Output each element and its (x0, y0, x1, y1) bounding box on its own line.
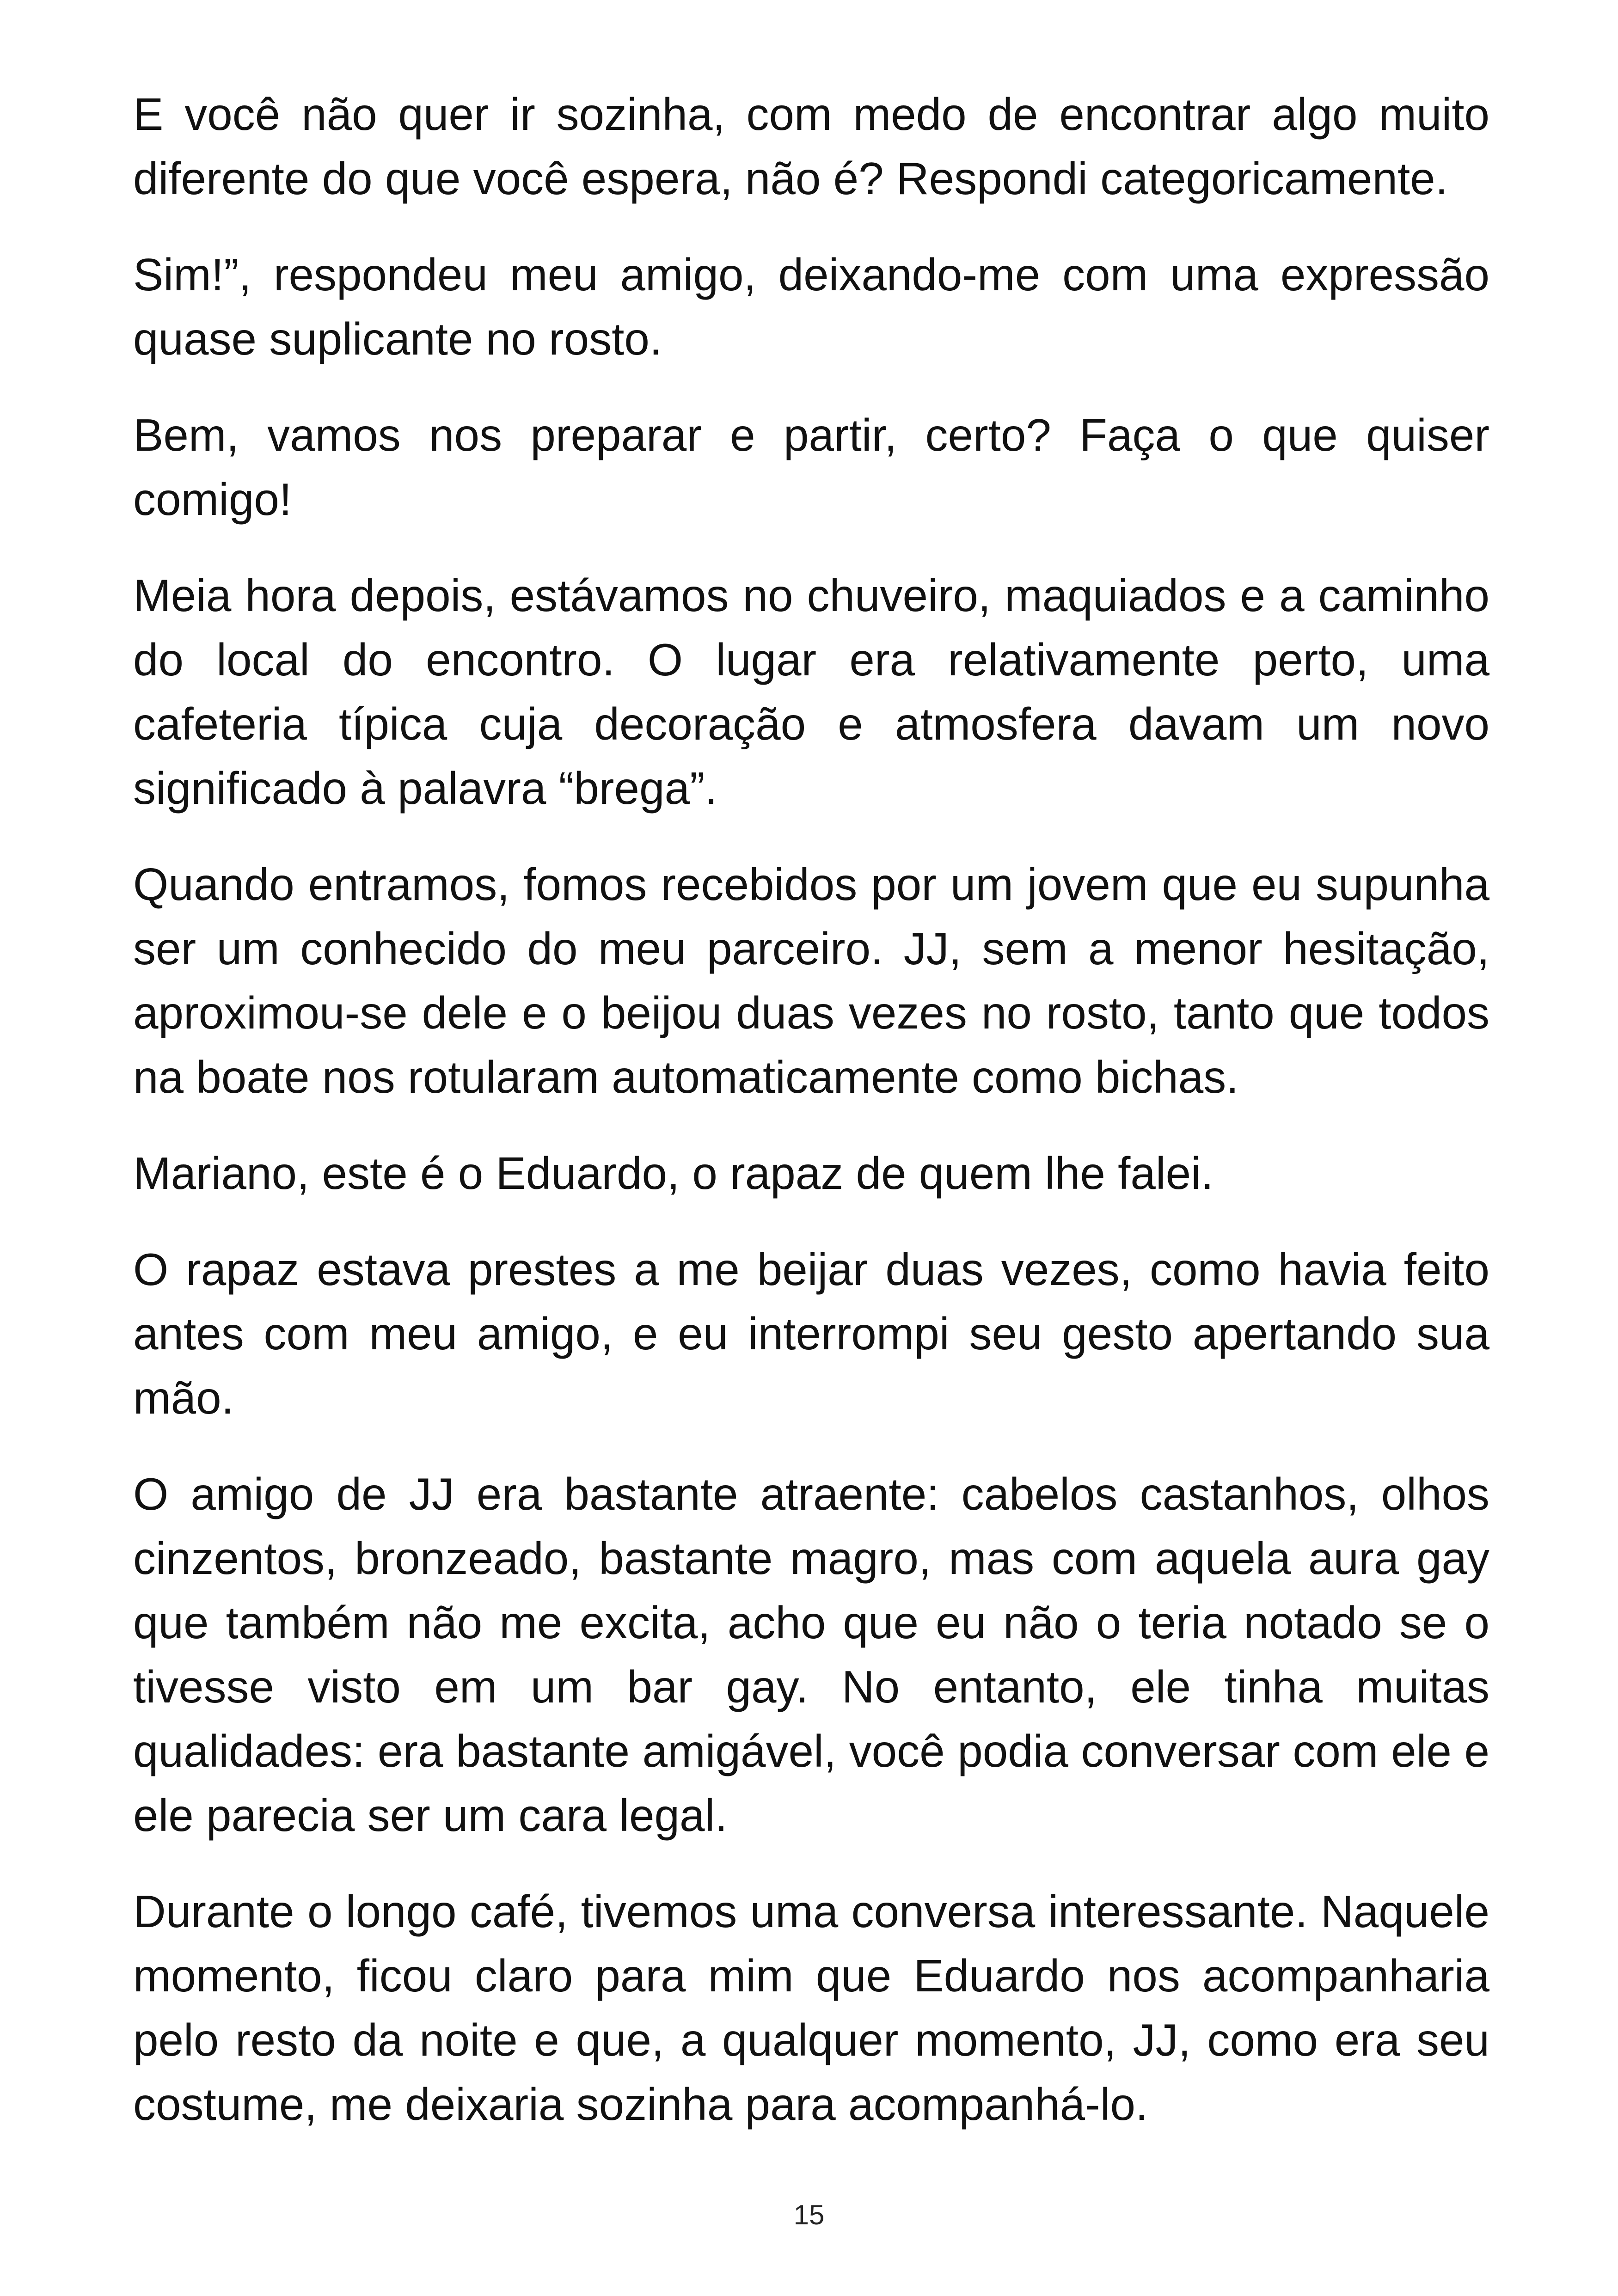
paragraph-1: E você não quer ir sozinha, com medo de encontrar algo muito diferente do que você espera, não é? Respondi categoricamente. (133, 89, 1489, 204)
paragraph-5: Quando entramos, fomos recebidos por um jovem que eu supunha ser um conhecido do meu parceiro. JJ, sem a menor hesitação, aproximou-se dele e o beijou duas vezes no rosto, tanto que todos na boate nos rotularam automaticamente como bichas. (133, 859, 1489, 1102)
text-body (133, 82, 1489, 2137)
paragraph-8: O amigo de JJ era bastante atraente: cabelos castanhos, olhos cinzentos, bronzeado, bastante magro, mas com aquela aura gay que também não me excita, acho que eu não o teria notado se o tivesse visto em um bar gay. No entanto, ele tinha muitas qualidades: era bastante amigável, você podia conversar com ele e ele parecia ser um cara legal. (133, 1469, 1489, 1841)
paragraph-6: Mariano, este é o Eduardo, o rapaz de quem lhe falei. (133, 1148, 1214, 1199)
paragraph-7: O rapaz estava prestes a me beijar duas vezes, como havia feito antes com meu amigo, e eu interrompi seu gesto apertando sua mão. (133, 1244, 1489, 1423)
paragraph-4: Meia hora depois, estávamos no chuveiro, maquiados e a caminho do local do encontro. O lugar era relativamente perto, uma cafeteria típica cuja decoração e atmosfera davam um novo significado à palavra “brega”. (133, 570, 1489, 814)
paragraph-2: Sim!”, respondeu meu amigo, deixando-me com uma expressão quase suplicante no rosto. (133, 249, 1489, 364)
paragraph-3: Bem, vamos nos preparar e partir, certo? Faça o que quiser comigo! (133, 410, 1489, 525)
paragraph-9: Durante o longo café, tivemos uma conversa interessante. Naquele momento, ficou claro para mim que Eduardo nos acompanharia pelo resto da noite e que, a qualquer momento, JJ, como era seu costume, me deixaria sozinha para acompanhá-lo. (133, 1886, 1489, 2130)
page-number: 15 (793, 2199, 825, 2230)
